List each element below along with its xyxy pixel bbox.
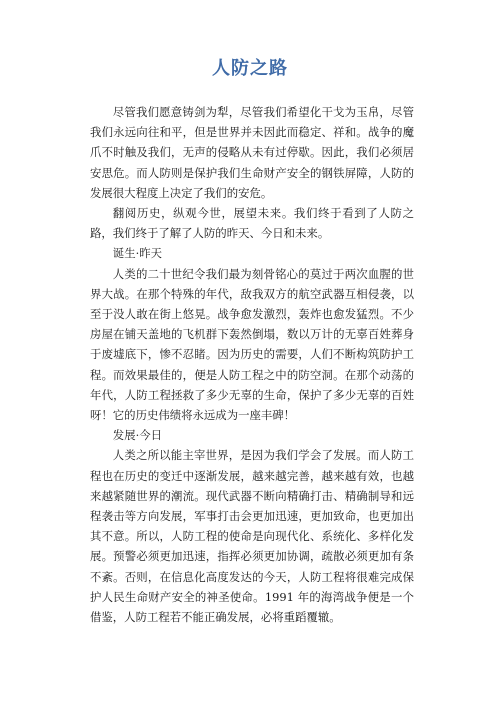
paragraph: 尽管我们愿意铸剑为犁，尽管我们希望化干戈为玉帛，尽管我们永远向往和平，但是世界并未因此而稳定、祥和。战争的魔爪不时触及我们，无声的侵略从未有过停歇。因此，我们必须居安思危。而人防则是保护我们生命财产安全的钢铁屏障，人防的发展很大程度上决定了我们的安危。 [90,105,414,200]
document-body [90,102,414,627]
paragraph: 翻阅历史，纵观今世，展望未来。我们终于看到了人防之路，我们终于了解了人防的昨天、今日和未来。 [90,206,414,241]
page-title: 人防之路 [212,58,288,79]
section-heading: 诞生·昨天 [112,246,162,261]
paragraph: 人类的二十世纪令我们最为刻骨铭心的莫过于两次血腥的世界大战。在那个特殊的年代，敌我双方的航空武器互相侵袭，以至于没人敢在街上悠晃。战争愈发激烈，轰炸也愈发猛烈。不少房屋在铺天盖地的飞机群下轰然倒塌，数以万计的无辜百姓葬身于废墟底下，惨不忍睹。因为历史的需要，人们不断构筑防护工程。而效果最佳的，便是人防工程之中的防空洞。在那个动荡的年代，人防工程拯救了多少无辜的生命，保护了多少无辜的百姓呀！它的历史伟绩将永远成为一座丰碑！ [90,266,414,423]
paragraph: 人类之所以能主宰世界，是因为我们学会了发展。而人防工程也在历史的变迁中逐渐发展，越来越完善，越来越有效，也越来越紧随世界的潮流。现代武器不断向精确打击、精确制导和远程袭击等方向发展，军事打击会更加迅速，更加致命，也更加出其不意。所以，人防工程的使命是向现代化、系统化、多样化发展。预警必须更加迅速，指挥必须更加协调，疏散必须更加有条不紊。否则，在信息化高度发达的今天，人防工程将很难完成保护人民生命财产安全的神圣使命。1991 年的海湾战争便是一个借鉴，人防工程若不能正确发展，必将重蹈覆辙。 [90,448,414,625]
section-heading: 发展·今日 [112,428,162,443]
